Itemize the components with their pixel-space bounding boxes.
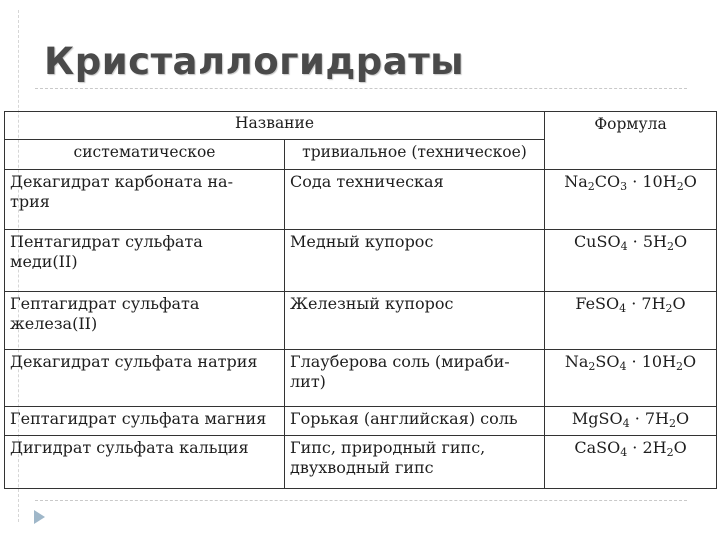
trivial-name-cell: Сода техническая (285, 170, 545, 230)
footer-divider (35, 500, 687, 501)
formula-subscript: 2 (666, 446, 674, 460)
trivial-name-cell: Медный купорос (285, 230, 545, 291)
formula-cell (545, 170, 717, 230)
formula-subscript: 2 (669, 417, 676, 431)
table-row (5, 436, 717, 489)
formula-cell (545, 407, 717, 436)
systematic-name-cell: Декагидрат сульфата натрия (5, 350, 285, 407)
formula-text: CO (594, 172, 621, 192)
formula-subscript: 2 (676, 360, 684, 374)
formula-text: O (683, 172, 697, 192)
formula-text: MgSO (571, 409, 623, 429)
header-row-1 (5, 112, 717, 140)
formula-subscript: 2 (676, 180, 684, 194)
formula-subscript: 4 (622, 417, 630, 431)
formula-subscript: 4 (619, 301, 627, 315)
table-row (5, 230, 717, 291)
formula-text: · 2H (627, 438, 667, 458)
header-formula: Формула (545, 112, 717, 170)
header-name: Название (5, 112, 545, 140)
formula-text: O (673, 438, 687, 458)
formula-text: O (683, 352, 697, 372)
formula-text: O (672, 293, 686, 313)
header-systematic: систематическое (5, 140, 285, 170)
table-row (5, 170, 717, 230)
formula-text: O (673, 232, 688, 252)
formula-subscript: 2 (665, 301, 673, 315)
systematic-name-cell: Пентагидрат сульфата меди(II) (5, 230, 285, 291)
formula-subscript: 2 (588, 360, 596, 374)
formula-subscript: 2 (666, 240, 674, 254)
formula-text: FeSO (575, 293, 620, 313)
triangle-right-icon[interactable] (34, 510, 45, 524)
crystal-hydrates-table (4, 111, 717, 489)
formula-text: O (676, 409, 690, 429)
table-body (5, 112, 717, 489)
table-row (5, 350, 717, 407)
formula-text: Na (564, 172, 588, 192)
formula-subscript: 4 (620, 446, 628, 460)
formula-cell (545, 436, 717, 489)
trivial-name-cell: Горькая (английская) соль (285, 407, 545, 436)
table-row (5, 291, 717, 349)
formula-text: · 10H (627, 172, 677, 192)
formula-subscript: 4 (620, 240, 628, 254)
table-row (5, 407, 717, 436)
slide-title: Кристаллогидраты (44, 40, 465, 83)
trivial-name-cell: Железный купорос (285, 291, 545, 349)
formula-text: SO (595, 352, 620, 372)
formula-text: Na (564, 352, 589, 372)
formula-text: CuSO (573, 232, 621, 252)
trivial-name-cell: Глауберова соль (мираби- лит) (285, 350, 545, 407)
formula-subscript: 4 (619, 360, 627, 374)
formula-cell (545, 350, 717, 407)
formula-text: · 7H (626, 293, 666, 313)
formula-text: · 5H (627, 232, 667, 252)
systematic-name-cell: Гептагидрат сульфата железа(II) (5, 291, 285, 349)
systematic-name-cell: Гептагидрат сульфата магния (5, 407, 285, 436)
formula-text: · 7H (629, 409, 669, 429)
systematic-name-cell: Декагидрат карбоната на- трия (5, 170, 285, 230)
systematic-name-cell: Дигидрат сульфата кальция (5, 436, 285, 489)
title-divider (35, 88, 687, 89)
formula-subscript: 3 (620, 180, 628, 194)
formula-cell (545, 230, 717, 291)
trivial-name-cell: Гипс, природный гипс, двухводный гипс (285, 436, 545, 489)
header-trivial: тривиальное (техническое) (285, 140, 545, 170)
formula-cell (545, 291, 717, 349)
formula-text: CaSO (574, 438, 621, 458)
formula-subscript: 2 (587, 180, 595, 194)
formula-text: · 10H (626, 352, 677, 372)
